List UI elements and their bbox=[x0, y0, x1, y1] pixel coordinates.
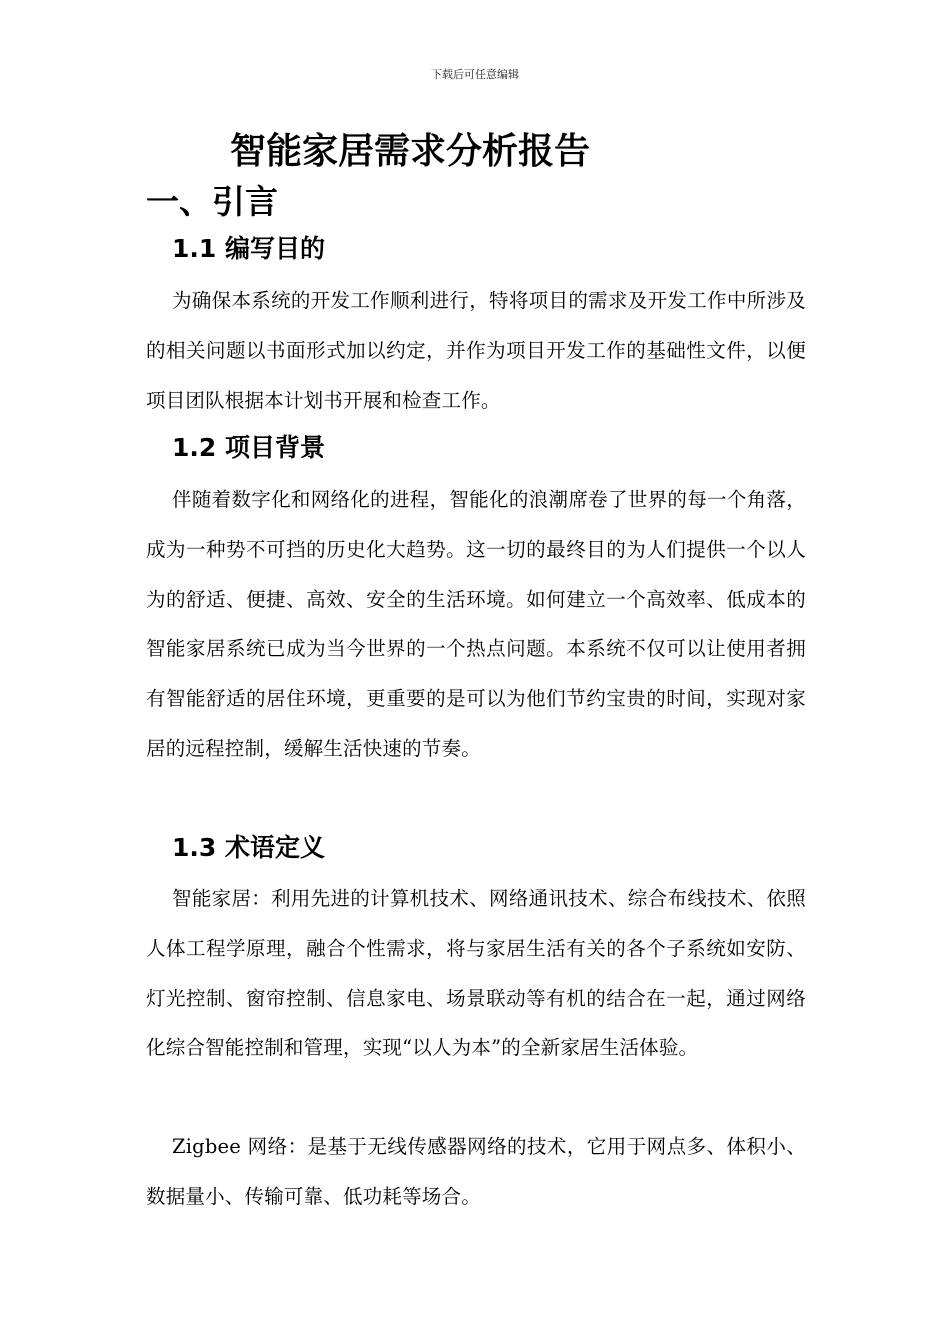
paragraph-purpose: 为确保本系统的开发工作顺利进行，特将项目的需求及开发工作中所涉及的相关问题以书面形式加以约定，并作为项目开发工作的基础性文件，以便项目团队根据本计划书开展和检查工作。 bbox=[146, 289, 806, 412]
paragraph-term-zigbee: Zigbee 网络：是基于无线传感器网络的技术，它用于网点多、体积小、数据量小、传输可靠、低功耗等场合。 bbox=[146, 1135, 806, 1208]
subsection-heading-purpose: 1.1 编写目的 bbox=[172, 234, 325, 263]
page-header: 下载后可任意编辑 bbox=[431, 68, 519, 81]
subsection-heading-background: 1.2 项目背景 bbox=[172, 433, 325, 462]
document-title: 智能家居需求分析报告 bbox=[229, 131, 590, 172]
subsection-heading-terms: 1.3 术语定义 bbox=[172, 833, 325, 862]
paragraph-background: 伴随着数字化和网络化的进程，智能化的浪潮席卷了世界的每一个角落，成为一种势不可挡的历史化大趋势。这一切的最终目的为人们提供一个以人为的舒适、便捷、高效、安全的生活环境。如何建立一个高效率、低成本的智能家居系统已成为当今世界的一个热点问题。本系统不仅可以让使用者拥有智能舒适的居住环境，更重要的是可以为他们节约宝贵的时间，实现对家居的远程控制，缓解生活快速的节奏。 bbox=[146, 488, 806, 760]
section-heading-introduction: 一、引言 bbox=[146, 182, 278, 221]
paragraph-term-smart-home: 智能家居：利用先进的计算机技术、网络通讯技术、综合布线技术、依照人体工程学原理，融合个性需求，将与家居生活有关的各个子系统如安防、灯光控制、窗帘控制、信息家电、场景联动等有机的结合在一起，通过网络化综合智能控制和管理，实现“以人为本”的全新家居生活体验。 bbox=[146, 887, 806, 1060]
